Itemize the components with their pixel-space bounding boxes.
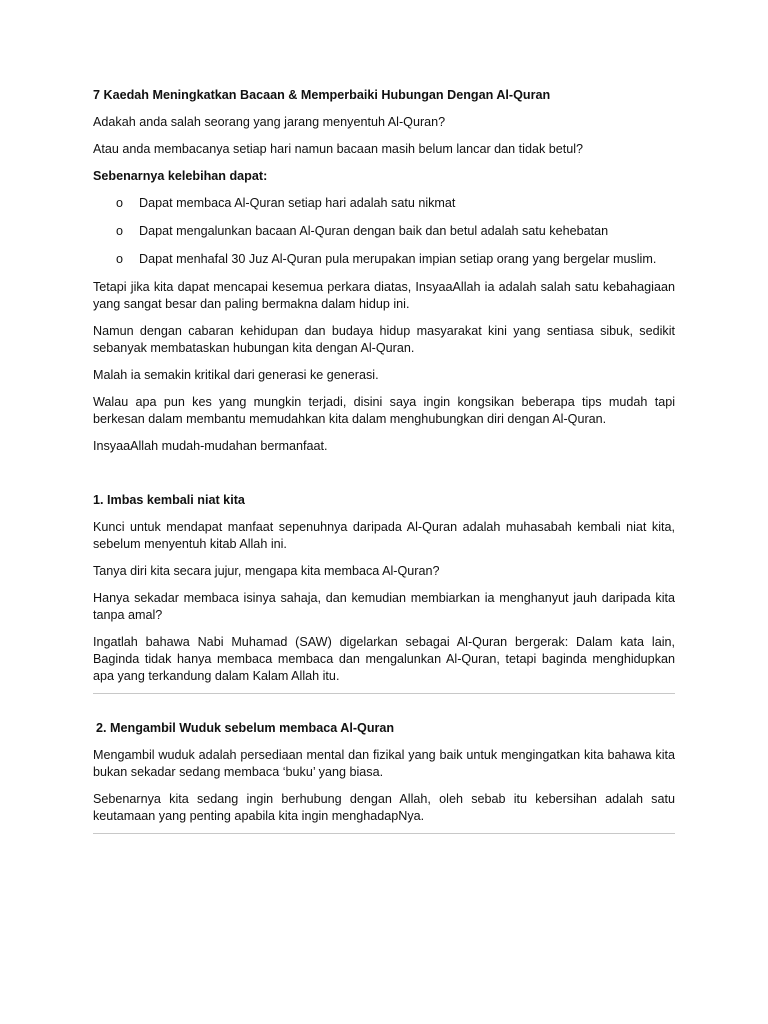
benefits-heading: Sebenarnya kelebihan dapat:	[93, 169, 268, 183]
section-2-heading: 2. Mengambil Wuduk sebelum membaca Al-Quran	[96, 721, 395, 735]
section-2-paragraph: Mengambil wuduk adalah persediaan mental dan fizikal yang baik untuk mengingatkan kita bahawa kita bukan sekadar sedang membaca ‘buku’ yang biasa.	[93, 748, 675, 779]
body-paragraph: Tetapi jika kita dapat mencapai kesemua perkara diatas, InsyaaAllah ia adalah salah satu kebahagiaan yang sangat besar dan paling bermakna dalam hidup ini.	[93, 280, 675, 311]
body-paragraph: Malah ia semakin kritikal dari generasi ke generasi.	[93, 368, 379, 382]
list-item	[93, 251, 675, 268]
section-divider	[93, 833, 675, 834]
document-title: 7 Kaedah Meningkatkan Bacaan & Memperbaiki Hubungan Dengan Al-Quran	[93, 88, 551, 102]
list-item-text: Dapat membaca Al-Quran setiap hari adalah satu nikmat	[139, 196, 456, 210]
list-item-text: Dapat mengalunkan bacaan Al-Quran dengan baik dan betul adalah satu kehebatan	[139, 224, 609, 238]
section-1-paragraph: Kunci untuk mendapat manfaat sepenuhnya daripada Al-Quran adalah muhasabah kembali niat kita, sebelum menyentuh kitab Allah ini.	[93, 520, 675, 551]
intro-paragraph-1: Adakah anda salah seorang yang jarang menyentuh Al-Quran?	[93, 115, 446, 129]
bullet-marker: o	[116, 196, 124, 210]
section-1-paragraph: Ingatlah bahawa Nabi Muhamad (SAW) digelarkan sebagai Al-Quran bergerak: Dalam kata lain, Baginda tidak hanya membaca membaca dan mengalunkan Al-Quran, tetapi baginda menghidupkan apa yang terkandung dalam Kalam Allah itu.	[93, 635, 675, 683]
list-item-text: Dapat menhafal 30 Juz Al-Quran pula merupakan impian setiap orang yang bergelar muslim.	[139, 252, 657, 266]
list-item	[93, 195, 675, 212]
bullet-marker: o	[116, 224, 124, 238]
benefits-list	[93, 195, 675, 268]
body-paragraph: InsyaaAllah mudah-mudahan bermanfaat.	[93, 439, 328, 453]
bullet-marker: o	[116, 252, 124, 266]
intro-paragraph-2: Atau anda membacanya setiap hari namun bacaan masih belum lancar dan tidak betul?	[93, 142, 584, 156]
section-divider	[93, 693, 675, 694]
section-1-heading: 1. Imbas kembali niat kita	[93, 493, 245, 507]
section-spacer	[93, 465, 675, 492]
document-page	[93, 87, 675, 834]
body-paragraph: Walau apa pun kes yang mungkin terjadi, disini saya ingin kongsikan beberapa tips mudah tapi berkesan dalam membantu memudahkan kita dalam menghubungkan diri dengan Al-Quran.	[93, 395, 675, 426]
section-2-paragraph: Sebenarnya kita sedang ingin berhubung dengan Allah, oleh sebab itu kebersihan adalah satu keutamaan yang penting apabila kita ingin menghadapNya.	[93, 792, 675, 823]
section-1-paragraph: Hanya sekadar membaca isinya sahaja, dan kemudian membiarkan ia menghanyut jauh daripada kita tanpa amal?	[93, 591, 675, 622]
body-paragraph: Namun dengan cabaran kehidupan dan budaya hidup masyarakat kini yang sentiasa sibuk, sedikit sebanyak membataskan hubungan kita dengan Al-Quran.	[93, 324, 675, 355]
section-1-paragraph: Tanya diri kita secara jujur, mengapa kita membaca Al-Quran?	[93, 564, 440, 578]
list-item	[93, 223, 675, 240]
